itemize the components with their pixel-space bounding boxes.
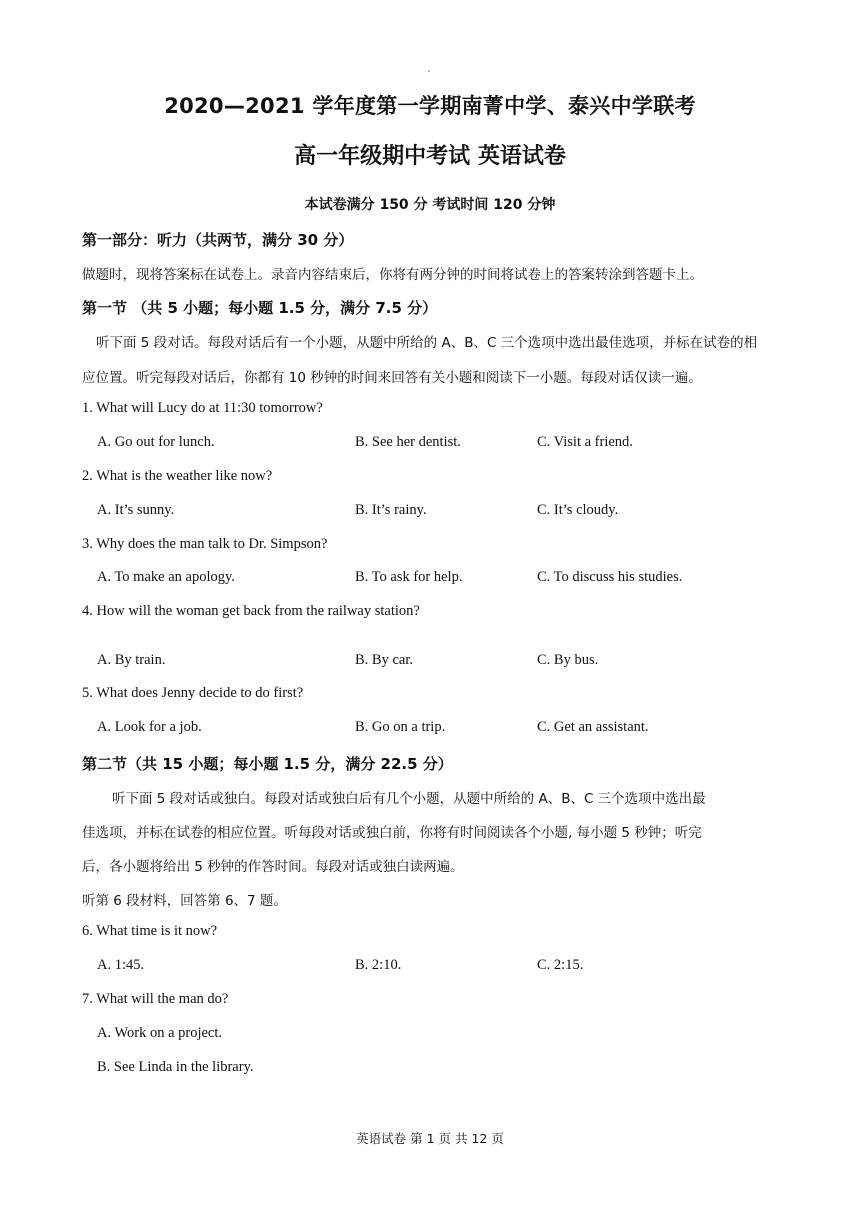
q2-option-c: C. It’s cloudy. [537,502,619,518]
exam-title-line1: 2020—2021 学年度第一学期南菁中学、泰兴中学联考 [164,94,696,118]
question-2: 2. What is the weather like now? [82,468,273,484]
q5-option-b: B. Go on a trip. [355,719,446,735]
q2-option-b: B. It’s rainy. [355,502,427,518]
section1-instruction-line1: 听下面 5 段对话。每段对话后有一个小题，从题中所给的 A、B、C 三个选项中选出最佳选项，并标在试卷的相 [96,335,758,351]
part1-heading: 第一部分：听力（共两节，满分 30 分） [82,231,354,249]
section2-instruction-line1: 听下面 5 段对话或独白。每段对话或独白后有几个小题，从题中所给的 A、B、C 三个选项中选出最 [112,791,706,807]
q1-option-c: C. Visit a friend. [537,434,633,450]
part1-instruction: 做题时，现将答案标在试卷上。录音内容结束后，你将有两分钟的时间将试卷上的答案转涂到答题卡上。 [82,267,703,283]
q3-option-b: B. To ask for help. [355,569,463,585]
section1-instruction-line2: 应位置。听完每段对话后，你都有 10 秒钟的时间来回答有关小题和阅读下一小题。每段对话仅读一遍。 [82,370,702,386]
q6-option-a: A. 1:45. [97,957,145,973]
question-7: 7. What will the man do? [82,991,229,1007]
q4-option-a: A. By train. [97,652,166,668]
q5-option-a: A. Look for a job. [97,719,202,735]
question-5: 5. What does Jenny decide to do first? [82,685,304,701]
q6-option-c: C. 2:15. [537,957,584,973]
q4-option-c: C. By bus. [537,652,599,668]
exam-subtitle: 本试卷满分 150 分 考试时间 120 分钟 [304,197,556,213]
question-4: 4. How will the woman get back from the railway station? [82,603,420,619]
exam-title-line2: 高一年级期中考试 英语试卷 [294,144,566,169]
page-footer: 英语试卷 第 1 页 共 12 页 [356,1131,504,1146]
q3-option-c: C. To discuss his studies. [537,569,683,585]
question-1: 1. What will Lucy do at 11:30 tomorrow? [82,400,323,416]
q4-option-b: B. By car. [355,652,413,668]
question-3: 3. Why does the man talk to Dr. Simpson? [82,536,328,552]
q6-option-b: B. 2:10. [355,957,402,973]
q2-option-a: A. It’s sunny. [97,502,175,518]
q7-option-b: B. See Linda in the library. [97,1059,254,1075]
q1-option-a: A. Go out for lunch. [97,434,215,450]
q3-option-a: A. To make an apology. [97,569,235,585]
material-note: 听第 6 段材料，回答第 6、7 题。 [82,893,287,909]
section2-instruction-line2: 佳选项，并标在试卷的相应位置。听每段对话或独白前，你将有时间阅读各个小题, 每小题 5 秒钟；听完 [82,825,702,841]
section2-heading: 第二节（共 15 小题；每小题 1.5 分，满分 22.5 分） [82,755,453,773]
section2-instruction-line3: 后，各小题将给出 5 秒钟的作答时间。每段对话或独白读两遍。 [82,859,464,875]
q7-option-a: A. Work on a project. [97,1025,223,1041]
scan-dot [428,70,430,72]
q5-option-c: C. Get an assistant. [537,719,649,735]
section1-heading: 第一节 （共 5 小题；每小题 1.5 分，满分 7.5 分） [82,299,438,317]
q1-option-b: B. See her dentist. [355,434,461,450]
question-6: 6. What time is it now? [82,923,218,939]
